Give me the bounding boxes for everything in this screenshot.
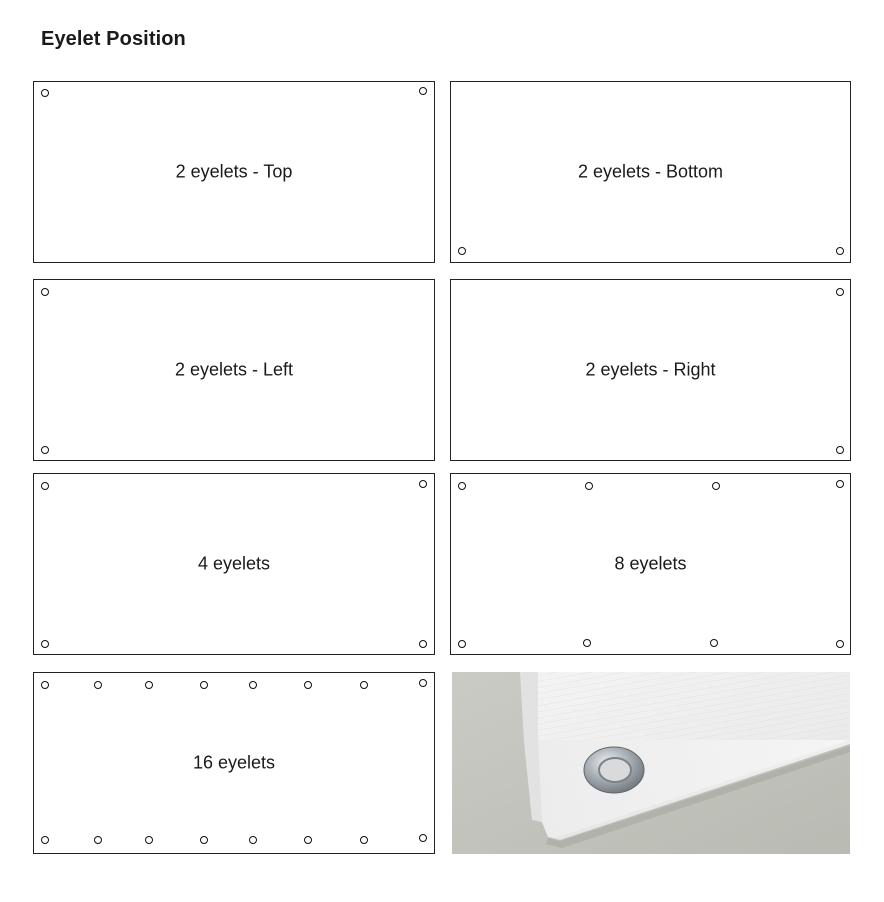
eyelet-icon <box>41 836 49 844</box>
panel-label: 2 eyelets - Left <box>174 359 294 380</box>
eyelet-icon <box>836 446 844 454</box>
panel-2-eyelets-right[interactable] <box>450 279 851 461</box>
panel-16-eyelets[interactable] <box>33 672 435 854</box>
eyelet-icon <box>836 480 844 488</box>
panel-4-eyelets[interactable] <box>33 473 435 655</box>
eyelet-icon <box>583 639 591 647</box>
eyelet-icon <box>836 247 844 255</box>
eyelet-icon <box>585 482 593 490</box>
eyelet-icon <box>419 87 427 95</box>
panel-label: 2 eyelets - Top <box>175 161 293 182</box>
eyelet-icon <box>200 836 208 844</box>
eyelet-icon <box>41 288 49 296</box>
eyelet-icon <box>304 836 312 844</box>
panel-8-eyelets[interactable] <box>450 473 851 655</box>
eyelet-icon <box>836 640 844 648</box>
eyelet-icon <box>419 834 427 842</box>
eyelet-icon <box>41 446 49 454</box>
eyelet-icon <box>710 639 718 647</box>
panel-label: 4 eyelets <box>197 553 271 574</box>
eyelet-icon <box>41 482 49 490</box>
eyelet-icon <box>419 679 427 687</box>
eyelet-icon <box>712 482 720 490</box>
eyelet-icon <box>249 836 257 844</box>
eyelet-icon <box>41 640 49 648</box>
eyelet-icon <box>94 681 102 689</box>
eyelet-icon <box>94 836 102 844</box>
eyelet-icon <box>41 681 49 689</box>
panel-label: 16 eyelets <box>192 752 276 773</box>
panel-label: 2 eyelets - Bottom <box>577 161 724 182</box>
eyelet-icon <box>419 480 427 488</box>
eyelet-icon <box>145 836 153 844</box>
panel-2-eyelets-bottom[interactable] <box>450 81 851 263</box>
eyelet-icon <box>419 640 427 648</box>
eyelet-icon <box>360 836 368 844</box>
panel-2-eyelets-left[interactable] <box>33 279 435 461</box>
banner-eyelet-photo <box>452 672 850 854</box>
eyelet-icon <box>145 681 153 689</box>
eyelet-icon <box>249 681 257 689</box>
eyelet-icon <box>41 89 49 97</box>
eyelet-icon <box>836 288 844 296</box>
page-title: Eyelet Position <box>41 28 186 50</box>
panel-2-eyelets-top[interactable] <box>33 81 435 263</box>
panel-label: 2 eyelets - Right <box>585 359 716 380</box>
panel-label: 8 eyelets <box>614 553 687 574</box>
eyelet-icon <box>458 482 466 490</box>
eyelet-icon <box>304 681 312 689</box>
eyelet-icon <box>458 247 466 255</box>
eyelet-icon <box>360 681 368 689</box>
eyelet-icon <box>458 640 466 648</box>
eyelet-icon <box>200 681 208 689</box>
